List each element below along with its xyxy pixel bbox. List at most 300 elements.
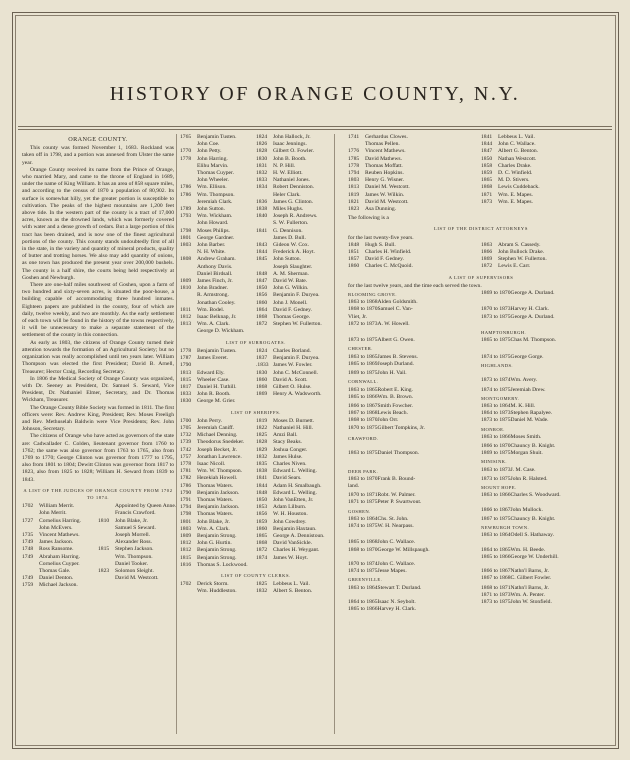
entry-name: Wheeler Case.: [197, 376, 230, 383]
list-row: [180, 511, 332, 518]
entry-year: [180, 199, 197, 206]
list-entry: [348, 177, 481, 184]
entry-year: 1833: [180, 391, 192, 398]
supervisor-row: [348, 554, 614, 561]
entry-name: John C. McConnell.: [273, 369, 319, 376]
supervisor-entry: [481, 370, 614, 377]
list-entry: [481, 177, 614, 184]
entry-name: Gilbert Tompkins, Jr.: [377, 424, 425, 431]
supervisor-entry: [348, 467, 481, 476]
entry-years: 1863 to 1864: [348, 515, 378, 522]
supervisor-entry: [348, 328, 481, 337]
clerks-list: [180, 581, 332, 595]
list-row: [180, 156, 332, 163]
supervisor-entry: [348, 403, 481, 410]
town-heading: MONTGOMERY.: [481, 395, 520, 401]
list-entry: [180, 213, 256, 220]
entry-years: 1866 to 1870: [481, 442, 511, 449]
document-body: [22, 134, 614, 740]
list-row: [180, 377, 332, 384]
entry-year: [256, 235, 273, 242]
entry-name: David Mathews.: [365, 155, 402, 162]
entry-year: 1868: [481, 184, 493, 191]
entry-name: Jonathan Lawrence.: [197, 453, 242, 460]
entry-years: 1873 to 1875: [348, 337, 378, 344]
entry-name: Chauncy B. Knight.: [510, 515, 556, 522]
entry-year: 1787: [180, 355, 192, 362]
entry-name: Asa Dunning.: [365, 206, 397, 213]
supervisor-row: [348, 561, 614, 568]
entry-years: 1874 to 1875: [348, 568, 378, 575]
supervisor-entry: [348, 499, 481, 506]
entry-year: 1834: [256, 184, 268, 191]
supervisor-row: [348, 507, 614, 516]
list-entry: [98, 518, 174, 525]
entry-name: Thomas Waters.: [197, 511, 234, 518]
entry-year: [98, 561, 115, 568]
entry-year: 1848: [256, 489, 268, 496]
supervisor-row: [348, 417, 614, 424]
list-entry: [481, 192, 614, 199]
entry-years: 1867 to 1868: [481, 575, 511, 582]
entry-year: [180, 264, 197, 271]
entry-years: 1873 to 1875: [481, 598, 511, 605]
entry-years: 1865 to 1866: [348, 393, 378, 400]
supervisor-entry: [348, 483, 481, 492]
list-entry: [180, 300, 256, 307]
list-entry: [180, 581, 256, 588]
entry-name: Wm. Ellison.: [197, 184, 227, 191]
entry-year: [180, 588, 197, 595]
list-entry: [256, 314, 332, 321]
supervisor-entry: [348, 507, 481, 516]
list-entry: [256, 348, 332, 355]
entry-name: Joseph Becket, Jr.: [197, 446, 238, 453]
list-row: [180, 163, 332, 170]
list-entry: [180, 511, 256, 518]
list-row: [180, 490, 332, 497]
list-entry: [348, 134, 481, 141]
entry-name: David Sears.: [273, 475, 302, 482]
entry-name: Joshua Conger.: [273, 446, 308, 453]
supervisor-entry: [348, 344, 481, 353]
list-entry: [256, 213, 332, 220]
list-entry: [98, 546, 174, 553]
supervisor-row: [348, 516, 614, 523]
list-entry: [256, 377, 332, 384]
entry-name: John McEvers.: [39, 524, 73, 531]
list-entry: [256, 177, 332, 184]
list-row: [180, 547, 332, 554]
lead-text: for the last twelve years, and the time each served the town.: [348, 282, 482, 289]
list-entry: [256, 285, 332, 292]
entry-year: 1801: [180, 234, 192, 241]
list-row: [180, 526, 332, 533]
supervisor-entry: [348, 321, 481, 328]
history-paragraph: Orange County received its name from the Prince of Orange, who married Mary, and came to the throne of England in 1689, under the name of King William. It has an area of 858 square miles, and according to the census of 1870 a population of 80,902. Its surface is somewhat hilly, yet the greater portion is susceptible to cultivation. The peaks of the highest mountains are 1,200 feet above tide. In the western part of the county is a tract of 17,000 acres, known as the drowned lands, which was formerly covered with water and a dense growth of cedars. But a large portion of this tract has been drained, and is now one of the finest agricultural portions of the county. This county stands undoubtedly first of all in the state, in the variety and quantity of mineral products, quality of butter and trotting horses. We also may add quantity of onions, as one town has produced the present year over 200,000 bushels. The county is a half shire, the courts being held respectively at Goshen and Newburgh.: [22, 166, 174, 281]
entry-year: 1871: [481, 191, 493, 198]
entry-name: Nathn'l Barns, Jr.: [510, 568, 550, 575]
supervisors-list: [348, 290, 614, 613]
list-row: [348, 206, 614, 213]
list-entry: [256, 271, 332, 278]
entry-name: John J. Monell.: [273, 299, 308, 306]
list-entry: [180, 588, 256, 595]
entry-name: Benjamin F. Duryea.: [273, 292, 320, 299]
supervisor-entry: [481, 492, 614, 499]
entry-name: David F. Gedney.: [273, 306, 312, 313]
entry-name: Samuel C. Van-: [377, 306, 413, 313]
entry-name: George W. Underhill.: [510, 553, 559, 560]
list-row: [180, 314, 332, 321]
entry-name: John Wheeler.: [197, 177, 229, 184]
entry-name: Moses D. Burnett.: [273, 417, 315, 424]
list-row: [180, 519, 332, 526]
list-entry: [256, 328, 332, 335]
list-entry: [256, 562, 332, 569]
section-heading: A LIST OF THE JUDGES OF ORANGE COUNTY FROM 1702 TO 1874.: [23, 487, 173, 500]
entry-name: John Bullock Drake.: [498, 249, 545, 256]
entry-name: Alden Goldsmith.: [377, 299, 418, 306]
list-entry: [180, 141, 256, 148]
list-entry: [481, 263, 614, 270]
entry-years: 1871 to 1873: [481, 591, 511, 598]
supervisor-entry: [348, 606, 481, 613]
supervisor-entry: [481, 314, 614, 321]
entry-year: [256, 192, 273, 199]
entry-year: 1872: [481, 263, 493, 270]
list-entry: [256, 300, 332, 307]
entry-name: James Hulse.: [273, 453, 303, 460]
entry-year: 1765: [180, 134, 192, 140]
list-entry: [256, 184, 332, 191]
entry-name: Lewis E. Carr.: [498, 263, 531, 270]
supervisor-row: [348, 547, 614, 554]
supervisor-entry: [481, 443, 614, 450]
supervisor-entry: [348, 554, 481, 561]
entry-name: Chs. St. John.: [377, 515, 409, 522]
entry-year: [256, 398, 273, 405]
entry-year: 1786: [180, 184, 192, 191]
list-row: [180, 292, 332, 299]
history-paragraph: In 1806 the Medical Society of Orange County was organized, with Dr. Seeney as President, Dr. Samuel S. Seward, Vice President, Dr. Nathaniel Elmer, Secretary, and Dr. Thomas Wickham, Treasurer.: [22, 375, 174, 404]
entry-year: 1872: [256, 547, 268, 554]
list-entry: [22, 554, 98, 561]
list-row: [180, 307, 332, 314]
town-heading: HAMPTONBURGH.: [481, 330, 527, 336]
history-paragraph: This county was formed November 1, 1683. Rockland was taken off in 1798, and a portion was annexed from Ulster the same year.: [22, 145, 174, 166]
supervisor-row: [348, 457, 614, 466]
list-row: [180, 285, 332, 292]
list-entry: [481, 141, 614, 148]
entry-year: 1782: [180, 475, 192, 482]
supervisor-entry: [348, 425, 481, 434]
list-entry: [256, 490, 332, 497]
entry-name: James Jackson.: [39, 539, 74, 546]
list-entry: [256, 497, 332, 504]
entry-year: 1778: [180, 460, 192, 467]
list-row: [180, 418, 332, 425]
entry-name: Thomas George.: [273, 314, 311, 321]
entry-name: Wm. Thompson.: [115, 553, 153, 560]
page-title: HISTORY OF ORANGE COUNTY, N.Y.: [109, 83, 521, 105]
list-row: [180, 447, 332, 454]
list-entry: [180, 307, 256, 314]
list-entry: [256, 526, 332, 533]
entry-name: Frederick A. Hoyt.: [273, 249, 315, 256]
entry-years: 1873 to 1875: [481, 475, 511, 482]
entry-name: Thomas Moffatt.: [365, 162, 403, 169]
entry-name: Nathaniel H. Hill.: [273, 424, 314, 431]
list-entry: [98, 575, 174, 582]
list-entry: [180, 314, 256, 321]
entry-year: 1847: [256, 278, 268, 285]
supervisor-row: [348, 575, 614, 584]
entry-name: J. M. Case.: [510, 466, 536, 473]
list-row: [348, 163, 614, 170]
list-entry: [180, 177, 256, 184]
entry-year: 1811: [180, 306, 191, 313]
entry-name: Hezekiah Howell.: [197, 475, 238, 482]
list-entry: [180, 504, 256, 511]
list-row: [180, 249, 332, 256]
entry-years: 1872 to 1873: [348, 320, 378, 327]
entry-year: 1840: [256, 213, 268, 220]
entry-year: 1865: [481, 177, 493, 184]
town-heading: DEER PARK.: [348, 468, 379, 474]
entry-name: George M. Grier.: [197, 398, 236, 405]
entry-years: 1871 to 1875: [348, 499, 378, 506]
entry-year: 1865: [256, 532, 268, 539]
entry-name: Alexander Ross.: [115, 539, 152, 546]
supervisor-entry: [481, 434, 614, 443]
list-entry: [256, 398, 332, 405]
entry-name: Daniel M. Wade.: [510, 417, 549, 424]
list-entry: [180, 526, 256, 533]
list-row: [348, 242, 614, 249]
list-row: [180, 235, 332, 242]
entry-years: 1869 to 1870: [481, 290, 511, 297]
town-heading: CRAWFORD.: [348, 435, 379, 441]
list-row: [180, 355, 332, 362]
entry-year: 1727: [22, 517, 34, 524]
entry-year: 1812: [180, 540, 192, 547]
supervisor-entry: [348, 417, 481, 424]
supervisor-entry: [481, 410, 614, 417]
entry-years: 1865 to 1866: [348, 606, 378, 613]
entry-name: Nathan Westcott.: [498, 155, 537, 162]
supervisor-row: [348, 443, 614, 450]
list-entry: [256, 475, 332, 482]
list-entry: [180, 199, 256, 206]
supervisor-entry: [481, 387, 614, 394]
list-row: [180, 370, 332, 377]
entry-year: 1860: [256, 525, 268, 532]
supervisor-entry: [481, 403, 614, 410]
entry-name: Joseph Morrell.: [115, 531, 151, 538]
entry-name: Stacy Beaks.: [273, 439, 302, 446]
entry-year: 1810: [98, 517, 110, 524]
list-entry: [256, 439, 332, 446]
entry-name: Joseph Durland.: [377, 360, 414, 367]
entry-name: Wm. Wickham.: [197, 213, 233, 220]
entry-years: 1867 to 1875: [481, 515, 511, 522]
entry-year: [180, 220, 197, 227]
list-entry: [22, 525, 98, 532]
list-entry: [256, 228, 332, 235]
entry-year: 1872: [256, 321, 268, 328]
entry-year: [348, 141, 365, 148]
list-row: [180, 425, 332, 432]
entry-year: [98, 575, 115, 582]
entry-year: 1794: [348, 170, 360, 177]
list-row: [180, 533, 332, 540]
supervisor-entry: [348, 387, 481, 394]
entry-name: Wm. E. Mapes.: [498, 191, 533, 198]
entry-name: Adam Lilburn.: [273, 504, 307, 511]
entry-years: 1864 to 1865: [481, 546, 511, 553]
list-row: [180, 475, 332, 482]
list-entry: [256, 384, 332, 391]
entry-name: Stephen Jackson.: [115, 546, 154, 553]
list-entry: [180, 454, 256, 461]
list-entry: [98, 582, 174, 589]
list-entry: [180, 206, 256, 213]
supervisor-entry: [481, 585, 614, 592]
entry-year: 1748: [22, 546, 34, 553]
entry-year: 1850: [481, 155, 493, 162]
list-entry: [481, 242, 614, 249]
entry-name: Thomas S. Lockwood.: [197, 561, 248, 568]
list-entry: [180, 519, 256, 526]
entry-year: [481, 206, 498, 213]
entry-year: 1860: [256, 376, 268, 383]
list-row: [348, 148, 614, 155]
entry-years: 1863 to 1866: [481, 433, 511, 440]
list-row: [180, 134, 332, 141]
entry-name: Michael Jackson.: [39, 582, 78, 589]
entry-name: Henry G. Wisner.: [365, 177, 405, 184]
entry-name: John R. Halsted.: [510, 475, 548, 482]
entry-name: Nathn'l Barns, Jr.: [510, 584, 550, 591]
entry-name: John H. Vail.: [377, 370, 407, 377]
entry-year: 1803: [180, 525, 192, 532]
entry-name: Wm. A. Clark.: [197, 321, 230, 328]
entry-year: 1844: [256, 482, 268, 489]
entry-year: 1757: [180, 453, 192, 460]
entry-name: Chas M. Thompson.: [510, 337, 557, 344]
list-row: [180, 256, 332, 263]
entry-year: 1785: [348, 155, 360, 162]
list-row: [180, 328, 332, 335]
entry-years: 1874 to 1875: [348, 522, 378, 529]
town-heading: GOSHEN.: [348, 508, 371, 514]
list-entry: [180, 418, 256, 425]
column-divider: [176, 134, 177, 734]
entry-year: 1749: [22, 553, 34, 560]
supervisor-entry: [348, 314, 481, 321]
entry-name: Elihu Marvin.: [197, 162, 229, 169]
entry-year: 1819: [348, 191, 360, 198]
entry-name: John Howard.: [197, 220, 229, 227]
entry-name: John Orr.: [377, 417, 399, 424]
entry-name: Gilbert O. Fowler.: [273, 148, 315, 155]
entry-year: 1813: [180, 321, 192, 328]
entry-name: Abram S. Cassedy.: [498, 241, 541, 248]
entry-name: John VanEtten, Jr.: [273, 496, 314, 503]
entry-name: James W. Hoyt.: [273, 554, 309, 561]
entry-name: Wm. A. Clark.: [197, 525, 230, 532]
entry-year: [22, 561, 39, 568]
entry-year: 1843: [256, 242, 268, 249]
entry-year: 1770: [180, 148, 192, 155]
list-row: [180, 432, 332, 439]
entry-year: 1790: [180, 362, 192, 369]
entry-year: 1781: [180, 468, 192, 475]
list-entry: [180, 328, 256, 335]
entry-year: 1825: [256, 432, 268, 439]
list-entry: [180, 447, 256, 454]
entry-name: Miles Hughs.: [273, 206, 304, 213]
list-entry: [22, 561, 98, 568]
entry-year: 1829: [256, 446, 268, 453]
entry-name: Gerhardus Clowes.: [365, 134, 408, 140]
entry-year: 1830: [256, 369, 268, 376]
list-entry: [22, 503, 98, 510]
supervisor-entry: [348, 337, 481, 344]
entry-year: 1856: [256, 511, 268, 518]
entry-years: 1863 to 1864: [481, 402, 511, 409]
entry-name: N. P. Hill.: [273, 162, 296, 169]
supervisor-row: [348, 483, 614, 492]
list-entry: [256, 134, 332, 141]
entry-name: Lebbeus L. Vail.: [498, 134, 535, 140]
supervisor-entry: [481, 328, 614, 337]
entry-years: 1865 to 1869: [348, 360, 378, 367]
list-entry: [348, 170, 481, 177]
entry-name: Wm. A. Penter.: [510, 591, 545, 598]
list-entry: [256, 242, 332, 249]
list-row: [180, 540, 332, 547]
list-entry: [256, 519, 332, 526]
entry-year: 1759: [22, 582, 34, 589]
list-entry: [180, 292, 256, 299]
entry-years: 1863 to 1875: [348, 450, 378, 457]
entry-name: John G. Wilkin.: [273, 285, 309, 292]
entry-years: 1868 to 1870: [348, 546, 378, 553]
list-entry: [348, 163, 481, 170]
entry-year: 1848: [256, 270, 268, 277]
entry-name: Edward L. Welling.: [273, 489, 317, 496]
list-entry: [98, 554, 174, 561]
town-heading: CORNWALL.: [348, 379, 379, 385]
column-lists: [180, 134, 332, 596]
list-row: [180, 228, 332, 235]
entry-name: Wm. B. Brown.: [377, 393, 414, 400]
list-row: [348, 199, 614, 206]
entry-year: 1812: [180, 547, 192, 554]
entry-year: 1858: [481, 162, 493, 169]
supervisor-row: [348, 394, 614, 403]
list-entry: [348, 249, 481, 256]
supervisor-row: [348, 599, 614, 606]
entry-name: M. D. Stivers.: [498, 177, 530, 184]
entry-name: Charles H. Winfield.: [365, 249, 412, 256]
entry-name: Edward Ely.: [197, 369, 225, 376]
list-row: [348, 192, 614, 199]
list-entry: [180, 533, 256, 540]
supervisor-row: [348, 328, 614, 337]
